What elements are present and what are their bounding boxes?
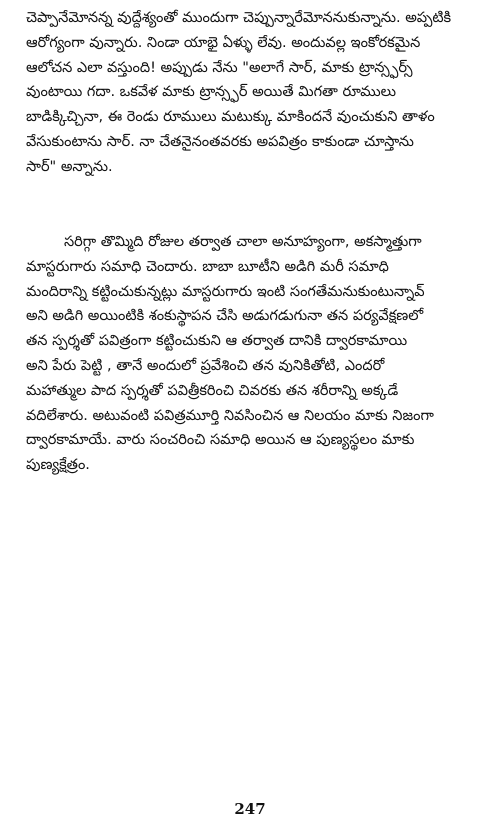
text-line: పుణ్యక్షేత్రం. — [26, 457, 90, 474]
paragraph-2 — [26, 230, 476, 478]
text-line: వేసుకుంటాను సార్. నా చేతనైనంతవరకు అపవిత్రం కాకుండా చూస్తాను — [26, 133, 414, 150]
text-line: వుంటాయి గదా. ఒకవేళ మాకు ట్రాన్స్ఫర్ అయితే మిగతా రూములు — [26, 84, 396, 101]
text-line: అని అడిగి అయింటికి శంకుస్థాపన చేసి అడుగడుగునా తన పర్యవేక్షణలో — [26, 308, 424, 325]
text-line: ద్వారకామాయే. వారు సంచరించి సమాధి అయిన ఆ పుణ్యస్థలం మాకు — [26, 432, 415, 449]
text-line: మందిరాన్ని కట్టించుకున్నట్లు మాస్టరుగారు ఇంటి సంగతేమనుకుంటున్నావ్ — [26, 283, 425, 300]
page-number: 247 — [234, 800, 266, 818]
text-line: తన స్పర్శతో పవిత్రంగా కట్టించుకుని ఆ తర్వాత దానికి ద్వారకామాయి — [26, 333, 408, 350]
text-line: మహాత్ముల పాద స్పర్శతో పవిత్రీకరించి చివరకు తన శరీరాన్ని అక్కడే — [26, 382, 399, 399]
text-line: అని పేరు పెట్టి , తానే అందులో ప్రవేశించి తన వునికితోటి, ఎందరో — [26, 357, 385, 374]
text-line: బాడిక్కిచ్చినా, ఈ రెండు రూములు మటుక్కు మాకిందనే వుంచుకుని తాళం — [26, 109, 435, 126]
text-line: సరిగ్గా తొమ్మిది రోజుల తర్వాత చాలా అనూహ్యంగా, అకస్మాత్తుగా — [64, 234, 422, 250]
text-line: ఆలోచన ఎలా వస్తుంది! అప్పుడు నేను "అలాగే సార్, మాకు ట్రాన్స్ఫర్స్ — [26, 59, 413, 76]
text-line: చెప్పానేమోనన్న వుద్దేశ్యంతో ముందుగా చెప్పున్నారేమోననుకున్నాను. అప్పటికి — [26, 10, 452, 26]
text-line: మాస్టరుగారు సమాధి చెందారు. బాబా బూటీని అడిగి మరీ సమాధి — [26, 258, 389, 275]
text-line: సార్" అన్నాను. — [26, 158, 113, 175]
text-line: ఆరోగ్యంగా వున్నారు. నిండా యాభై ఏళ్ళు లేవు. అందువల్ల ఇంకోరకమైన — [26, 34, 421, 51]
text-line: వదిలేశారు. అటువంటి పవిత్రమూర్తి నివసించిన ఆ నిలయం మాకు నిజంగా — [26, 407, 434, 424]
paragraph-1 — [26, 6, 476, 180]
